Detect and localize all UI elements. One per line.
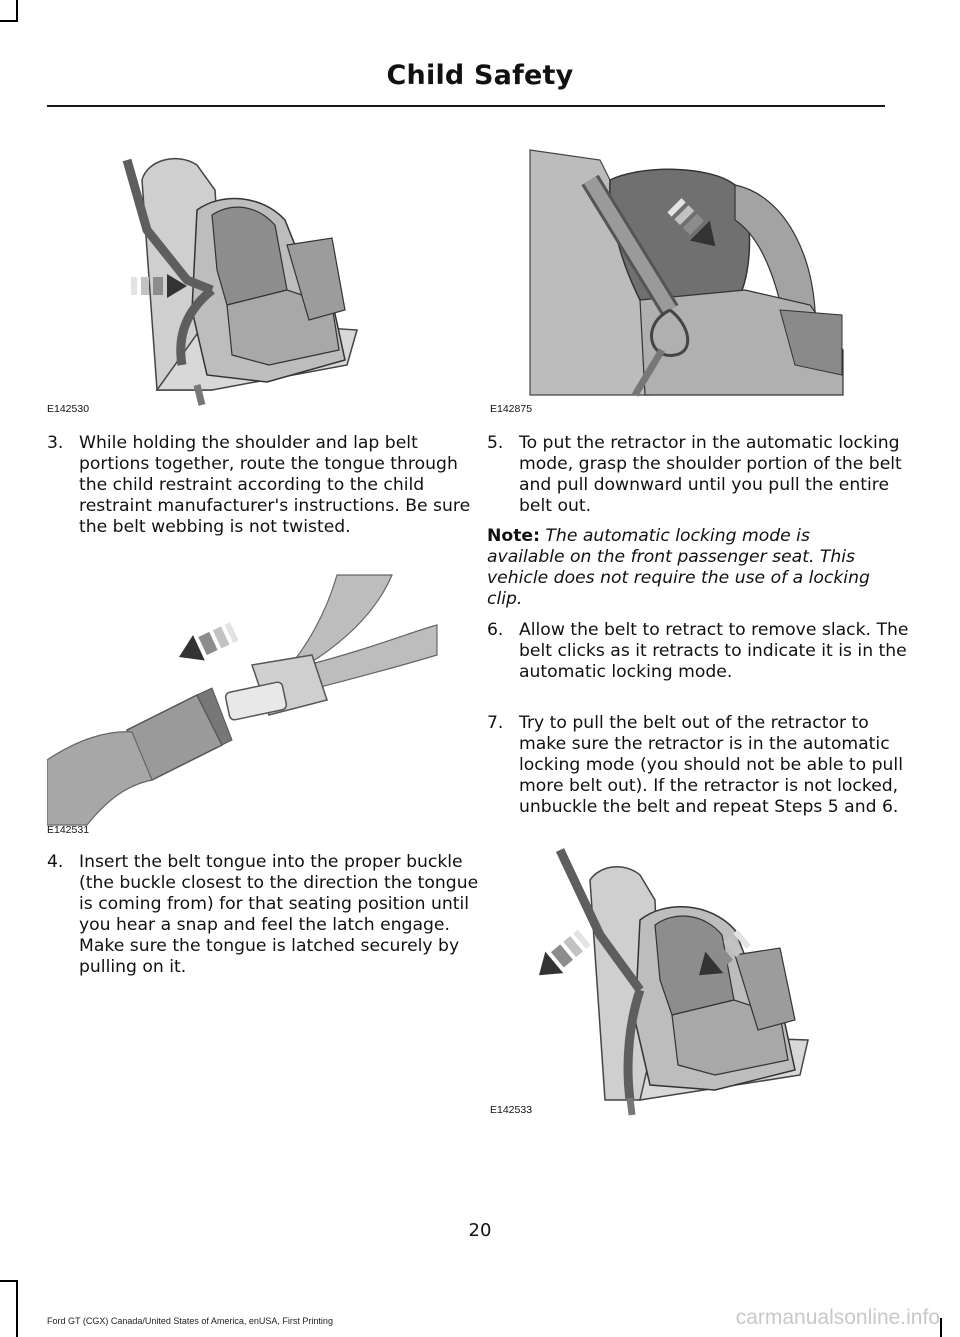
figure-e142530 xyxy=(47,120,447,420)
crop-mark xyxy=(0,1280,18,1282)
figure-e142531 xyxy=(47,570,447,845)
page-title: Child Safety xyxy=(386,60,574,91)
crop-mark xyxy=(940,1318,942,1337)
crop-mark xyxy=(16,0,18,22)
figure-code: E142533 xyxy=(490,1104,533,1116)
belt-buckle-insert-icon xyxy=(47,570,447,845)
step-text: Insert the belt tongue into the proper buckle (the buckle closest to the direction the tongue is coming from) for that seating position until you hear a snap and feel the latch engage. Make sure the tongue is latched securely by pulling on it. xyxy=(79,852,479,977)
step-text: To put the retractor in the automatic locking mode, grasp the shoulder portion of the belt and pull downward until you pull the entire belt out. xyxy=(519,433,902,516)
belt-retract-icon xyxy=(490,840,885,1130)
step-3 xyxy=(47,433,484,538)
note-label: Note: xyxy=(487,526,540,546)
note xyxy=(487,526,885,610)
step-text: Try to pull the belt out of the retractor to make sure the retractor is in the automatic locking mode (you should not be able to pull more belt out). If the retractor is not locked, unbuckle the belt and repeat Steps 5 and 6. xyxy=(519,713,903,817)
page-number: 20 xyxy=(468,1220,492,1241)
figure-e142875 xyxy=(490,120,885,420)
step-text: Allow the belt to retract to remove slack. The belt clicks as it retracts to indicate it is in the automatic locking mode. xyxy=(519,620,909,682)
figure-code: E142530 xyxy=(47,403,90,415)
step-5 xyxy=(487,433,917,517)
step-4 xyxy=(47,852,484,978)
step-number: 6. xyxy=(487,620,504,640)
step-number: 5. xyxy=(487,433,504,453)
figure-code: E142875 xyxy=(490,403,533,415)
step-7 xyxy=(487,713,917,818)
step-6 xyxy=(487,620,917,683)
figure-e142533 xyxy=(490,840,885,1130)
crop-mark xyxy=(0,20,18,22)
shoulder-belt-pull-icon xyxy=(490,120,885,420)
title-divider xyxy=(47,105,885,107)
step-number: 7. xyxy=(487,713,504,733)
footer-text: Ford GT (CGX) Canada/United States of America, enUSA, First Printing xyxy=(47,1316,333,1326)
step-number: 3. xyxy=(47,433,64,453)
note-text: The automatic locking mode is available on the front passenger seat. This vehicle does not require the use of a locking clip. xyxy=(487,526,870,609)
step-text: While holding the shoulder and lap belt portions together, route the tongue through the child restraint according to the child restraint manufacturer's instructions. Be sure the belt webbing is not twisted. xyxy=(79,433,471,537)
step-number: 4. xyxy=(47,852,64,872)
figure-code: E142531 xyxy=(47,824,90,836)
crop-mark xyxy=(16,1280,18,1337)
child-seat-belt-route-icon xyxy=(47,120,447,420)
watermark: carmanualsonline.info xyxy=(735,1306,940,1329)
